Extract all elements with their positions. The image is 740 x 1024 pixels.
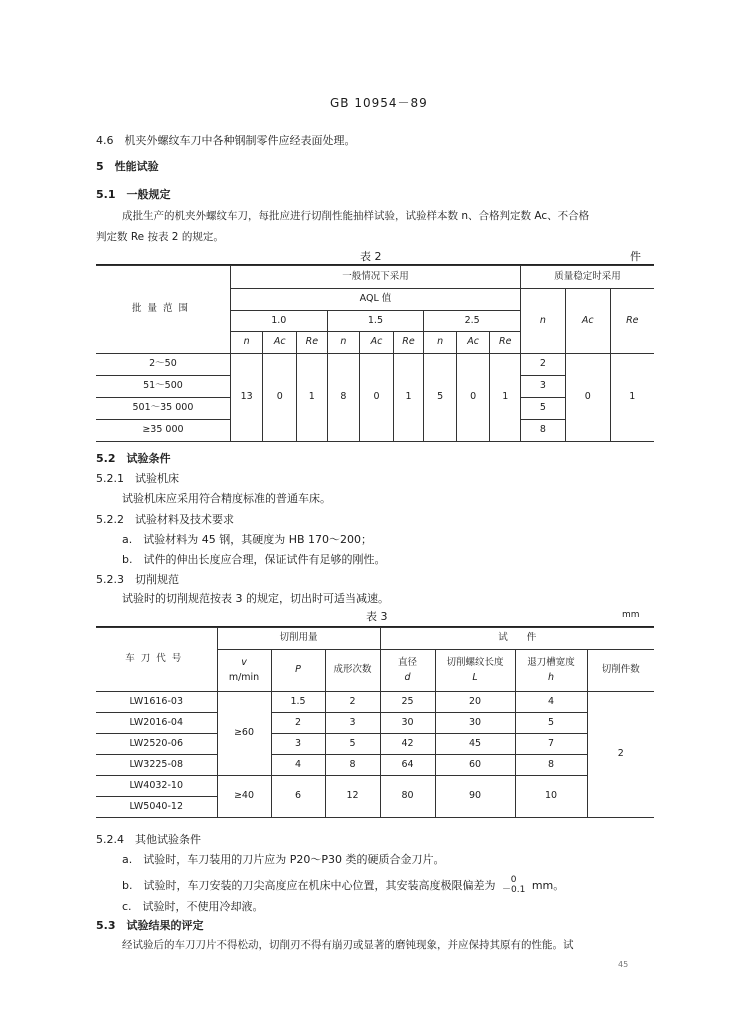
table-2-subheader-n: n xyxy=(424,332,457,354)
table-3-d-symbol: d xyxy=(404,672,411,683)
table-3-v-symbol: v xyxy=(241,656,247,668)
table-2-unit: 件 xyxy=(630,250,641,263)
table-2-aql-value: 1.0 xyxy=(230,311,327,332)
table-2-value-cell: 0 xyxy=(360,354,394,442)
table-2-stable-n-cell: 8 xyxy=(521,420,566,442)
page-number: 45 xyxy=(618,960,629,969)
table-row xyxy=(96,776,654,797)
section-5-3-body: 经试验后的车刀刀片不得松动，切削刃不得有崩刃或显著的磨钝现象，并应保持其原有的性能。试 xyxy=(122,939,574,951)
table-3-cell: 4 xyxy=(271,755,325,776)
clause-4-6: 4.6 机夹外螺纹车刀中各种钢制零件应经表面处理。 xyxy=(96,134,356,147)
table-2 xyxy=(96,265,654,442)
table-2-stable-n-cell: 3 xyxy=(521,376,566,398)
table-2-lot-cell: 501～35 000 xyxy=(96,398,230,420)
section-5-2-2-item-b: b. 试件的伸出长度应合理，保证试件有足够的刚性。 xyxy=(122,553,386,566)
table-2-stable-re-header: Re xyxy=(610,289,654,354)
table-2-subheader-n: n xyxy=(230,332,263,354)
table-2-value-cell: 13 xyxy=(230,354,263,442)
table-3-unit: mm xyxy=(622,610,640,620)
table-3-cell: 42 xyxy=(380,734,435,755)
table-2-stable-n-cell: 2 xyxy=(521,354,566,376)
table-3-cell: 5 xyxy=(515,713,587,734)
section-5-2-1-body: 试验机床应采用符合精度标准的普通车床。 xyxy=(122,492,331,505)
table-3-cell: 64 xyxy=(380,755,435,776)
table-2-stable-n-header: n xyxy=(521,289,566,354)
section-5-2-4-heading: 5.2.4 其他试验条件 xyxy=(96,833,201,846)
table-3-cell: 6 xyxy=(271,776,325,818)
table-3-cell: 30 xyxy=(380,713,435,734)
table-3-cell: 5 xyxy=(325,734,380,755)
section-5-2-4-item-b: b. 试验时，车刀安装的刀尖高度应在机床中心位置，其安装高度极限偏差为 0 －0.1 mm。 xyxy=(122,875,565,895)
table-3-code-cell: LW2520-06 xyxy=(96,734,217,755)
table-3-cell: 3 xyxy=(325,713,380,734)
table-3-cell: 8 xyxy=(515,755,587,776)
table-row xyxy=(96,755,654,776)
table-3-code-header: 车刀代号 xyxy=(96,628,217,692)
table-2-lot-header: 批量范围 xyxy=(96,266,230,354)
table-3-h-label: 退刀槽宽度 xyxy=(527,656,575,668)
table-2-value-cell: 1 xyxy=(297,354,328,442)
table-3-code-cell: LW1616-03 xyxy=(96,692,217,713)
table-3-code-cell: LW3225-08 xyxy=(96,755,217,776)
table-row xyxy=(96,713,654,734)
table-3-cell: 80 xyxy=(380,776,435,818)
table-3-specimen-header: 试 件 xyxy=(380,628,654,650)
section-5-1-paragraph-line1: 成批生产的机夹外螺纹车刀，每批应进行切削性能抽样试验，试验样本数 n、合格判定数 Ac、不合格 xyxy=(122,210,590,222)
table-3-v-cell: ≥40 xyxy=(217,776,271,818)
section-5-heading: 5 性能试验 xyxy=(96,160,159,173)
table-2-value-cell: 0 xyxy=(263,354,297,442)
table-3-code-cell: LW4032-10 xyxy=(96,776,217,797)
table-2-subheader-ac: Ac xyxy=(456,332,490,354)
section-5-2-3-heading: 5.2.3 切削规范 xyxy=(96,573,179,586)
section-5-3-heading: 5.3 试验结果的评定 xyxy=(96,919,204,932)
table-3-cell: 90 xyxy=(435,776,515,818)
table-row xyxy=(96,734,654,755)
table-2-stable-header: 质量稳定时采用 xyxy=(521,266,654,289)
table-2-value-cell: 0 xyxy=(456,354,490,442)
table-3-cell: 1.5 xyxy=(271,692,325,713)
table-2-value-cell: 1 xyxy=(393,354,424,442)
section-5-2-4-item-c: c. 试验时，不使用冷却液。 xyxy=(122,900,264,913)
table-3-cell: 7 xyxy=(515,734,587,755)
table-3 xyxy=(96,627,654,818)
table-3-l-symbol: L xyxy=(472,672,478,683)
table-2-stable-ac-cell: 0 xyxy=(565,354,610,442)
table-2-stable-n-cell: 5 xyxy=(521,398,566,420)
table-3-code-cell: LW5040-12 xyxy=(96,797,217,818)
table-3-cell: 60 xyxy=(435,755,515,776)
table-3-count-cell: 2 xyxy=(587,692,654,818)
document-header: GB 10954－89 xyxy=(330,96,428,110)
section-5-2-2-item-a: a. 试验材料为 45 钢，其硬度为 HB 170～200； xyxy=(122,533,373,546)
table-3-v-header xyxy=(217,650,271,692)
table-3-d-header xyxy=(380,650,435,692)
table-3-cell: 4 xyxy=(515,692,587,713)
table-2-stable-re-cell: 1 xyxy=(610,354,654,442)
section-5-2-3-body: 试验时的切削规范按表 3 的规定，切出时可适当减速。 xyxy=(122,592,389,605)
table-3-count-header: 切削件数 xyxy=(587,650,654,692)
section-5-2-4-item-a: a. 试验时，车刀装用的刀片应为 P20～P30 类的硬质合金刀片。 xyxy=(122,853,445,866)
table-3-code-cell: LW2016-04 xyxy=(96,713,217,734)
table-3-passes-header: 成形次数 xyxy=(325,650,380,692)
section-5-2-heading: 5.2 试验条件 xyxy=(96,452,171,465)
tolerance-fraction xyxy=(502,876,525,896)
table-2-subheader-re: Re xyxy=(297,332,328,354)
table-2-value-cell: 5 xyxy=(424,354,457,442)
table-2-subheader-re: Re xyxy=(393,332,424,354)
table-row xyxy=(96,692,654,713)
table-2-normal-header: 一般情况下采用 xyxy=(230,266,520,289)
table-3-d-label: 直径 xyxy=(398,656,418,668)
table-2-stable-ac-header: Ac xyxy=(565,289,610,354)
table-3-l-label: 切削螺纹长度 xyxy=(446,656,504,668)
table-3-cell: 8 xyxy=(325,755,380,776)
table-3-cell: 2 xyxy=(271,713,325,734)
table-3-h-symbol: h xyxy=(548,672,555,683)
section-5-2-1-heading: 5.2.1 试验机床 xyxy=(96,472,179,485)
table-3-cell: 20 xyxy=(435,692,515,713)
table-2-caption: 表 2 xyxy=(360,250,382,263)
table-2-aql-header: AQL 值 xyxy=(230,289,520,311)
table-3-cell: 12 xyxy=(325,776,380,818)
table-2-aql-value: 2.5 xyxy=(424,311,521,332)
tolerance-upper: 0 xyxy=(510,875,517,885)
table-3-h-header xyxy=(515,650,587,692)
table-3-p-header: P xyxy=(271,650,325,692)
table-3-cell: 2 xyxy=(325,692,380,713)
section-5-2-2-heading: 5.2.2 试验材料及技术要求 xyxy=(96,513,234,526)
table-3-v-unit: m/min xyxy=(228,672,260,683)
table-2-subheader-re: Re xyxy=(490,332,521,354)
section-5-1-paragraph-line2: 判定数 Re 按表 2 的规定。 xyxy=(96,231,224,243)
table-2-subheader-n: n xyxy=(327,332,360,354)
section-5-1-heading: 5.1 一般规定 xyxy=(96,188,171,201)
tolerance-lower: －0.1 xyxy=(501,884,526,895)
table-2-value-cell: 8 xyxy=(327,354,360,442)
table-3-v-cell: ≥60 xyxy=(217,692,271,776)
table-2-lot-cell: ≥35 000 xyxy=(96,420,230,442)
table-3-cell: 10 xyxy=(515,776,587,818)
table-3-cell: 3 xyxy=(271,734,325,755)
table-2-subheader-ac: Ac xyxy=(263,332,297,354)
table-3-cell: 25 xyxy=(380,692,435,713)
table-3-l-header xyxy=(435,650,515,692)
table-3-cell: 45 xyxy=(435,734,515,755)
table-2-aql-value: 1.5 xyxy=(327,311,424,332)
table-2-value-cell: 1 xyxy=(490,354,521,442)
table-3-cell: 30 xyxy=(435,713,515,734)
table-3-caption: 表 3 xyxy=(366,610,388,623)
table-2-lot-cell: 2～50 xyxy=(96,354,230,376)
table-2-subheader-ac: Ac xyxy=(360,332,394,354)
table-3-cutting-header: 切削用量 xyxy=(217,628,380,650)
table-2-lot-cell: 51～500 xyxy=(96,376,230,398)
